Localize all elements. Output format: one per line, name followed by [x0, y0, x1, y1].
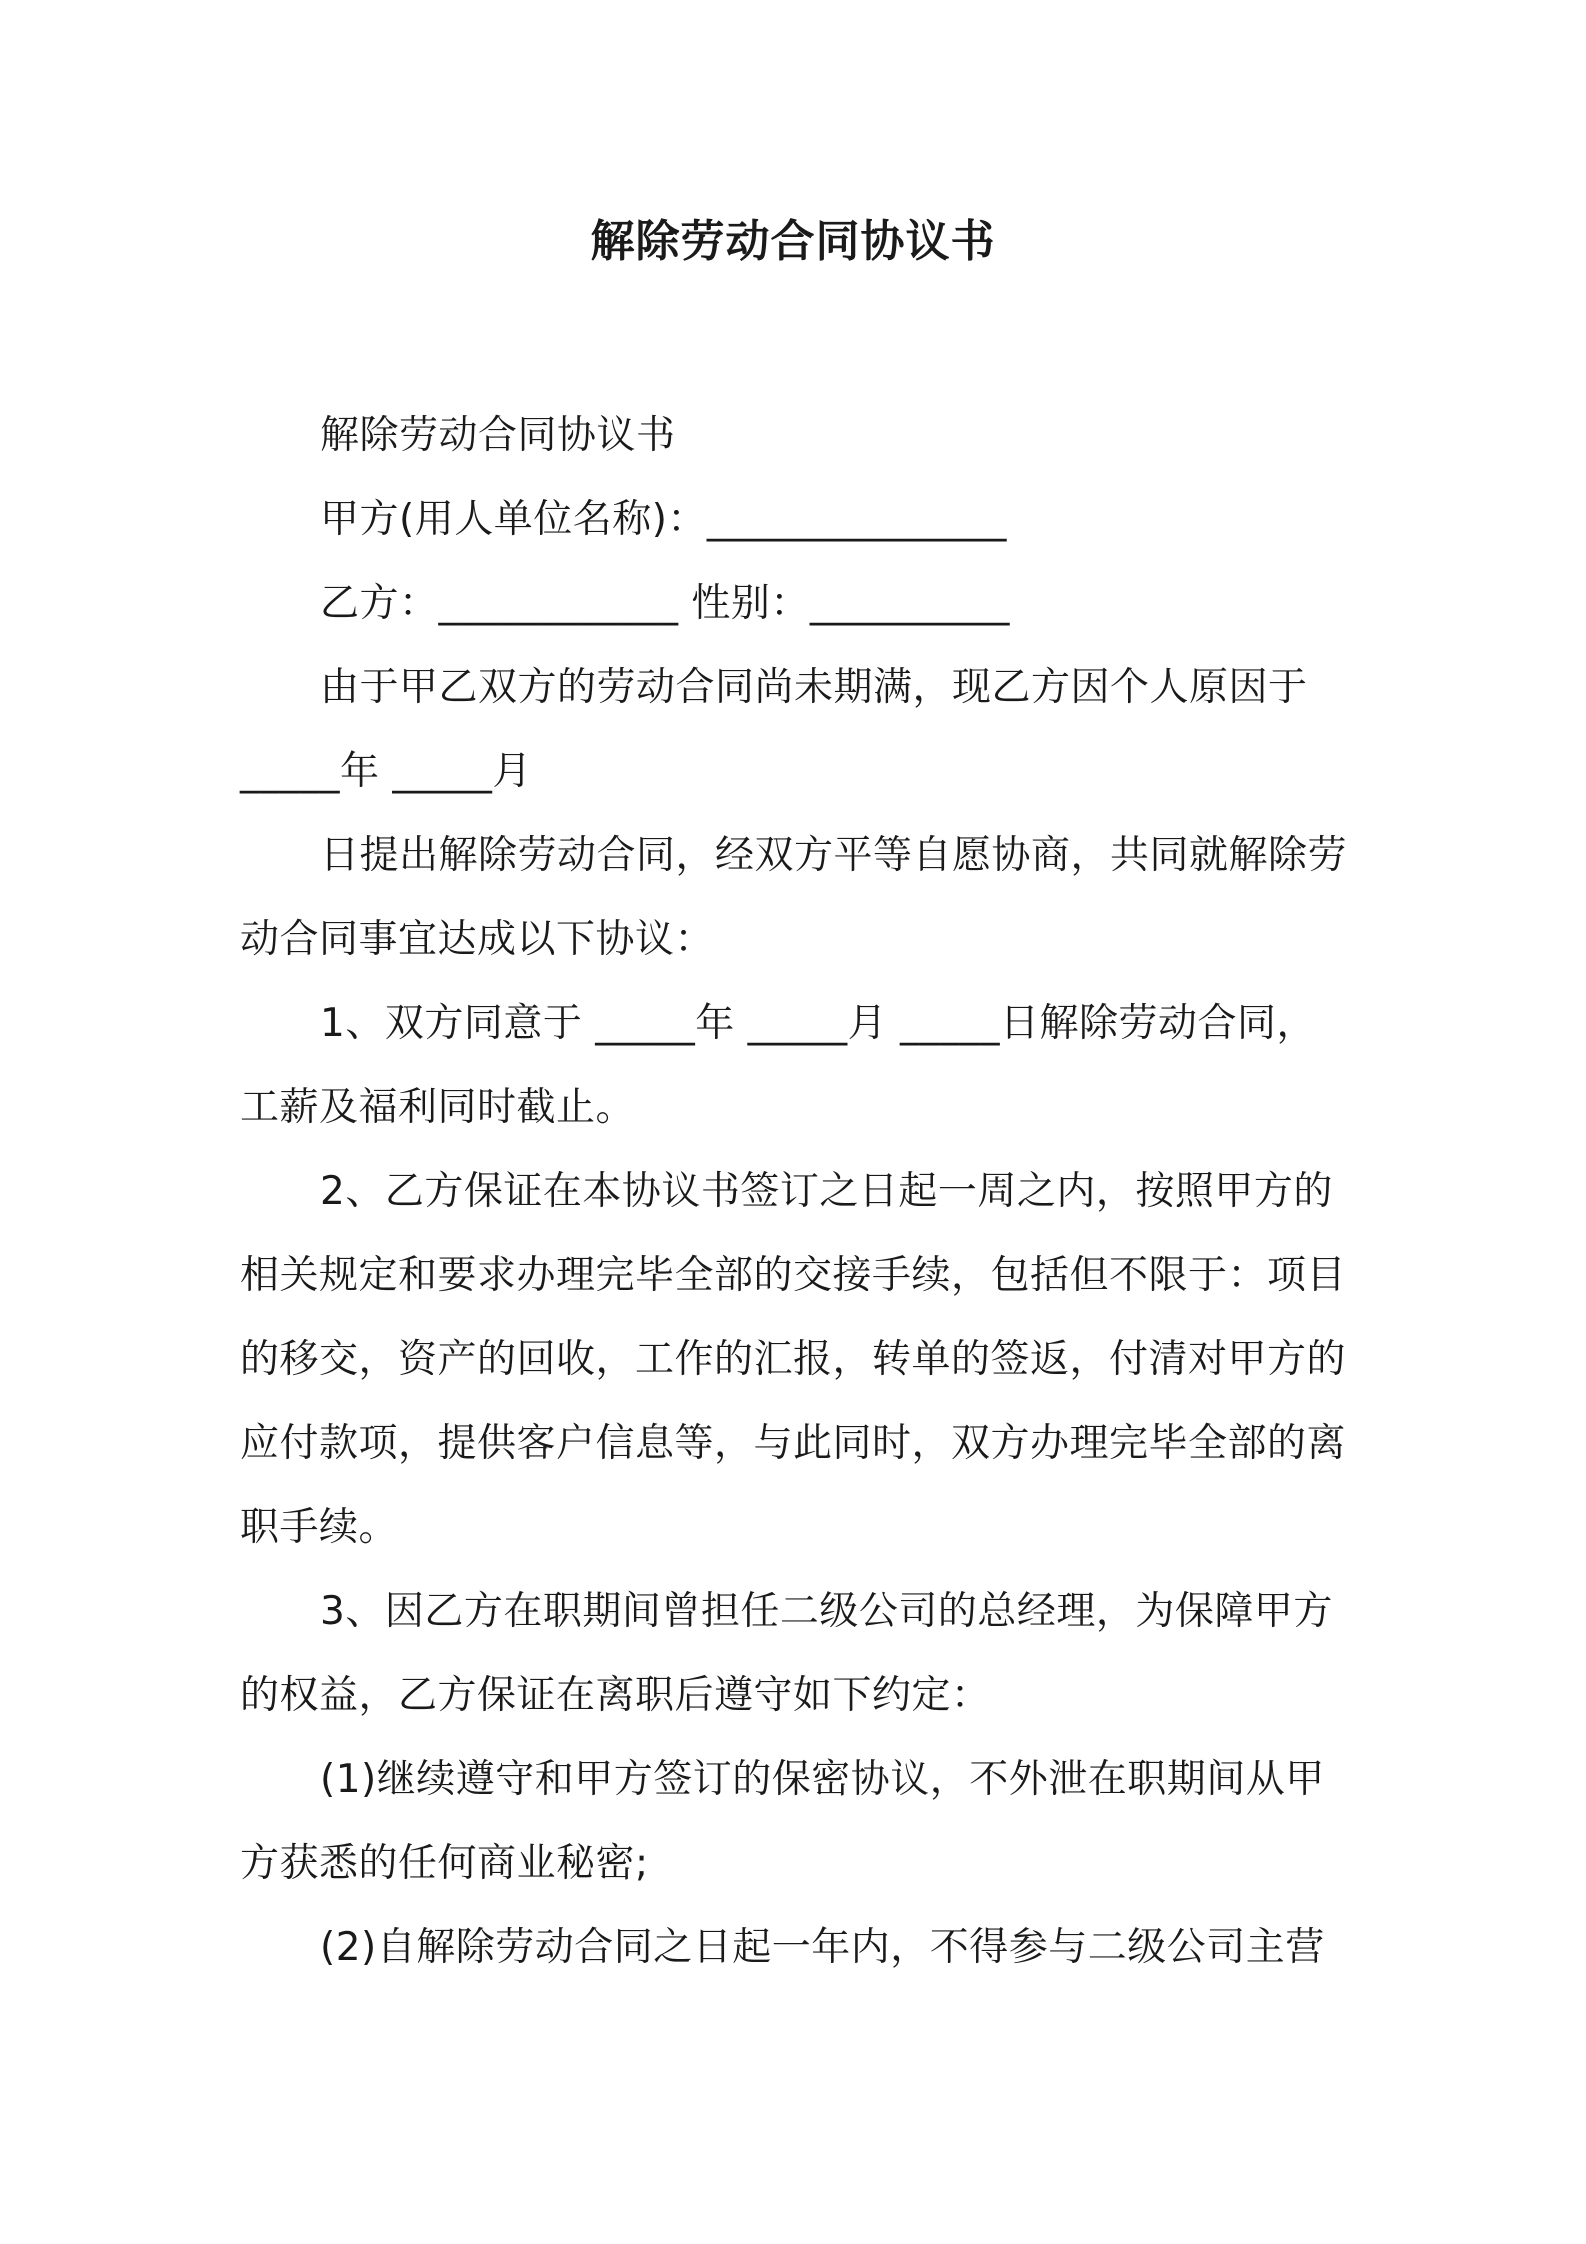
clause-1-line: 工薪及福利同时截止。 — [240, 1085, 636, 1130]
paragraph-line: 日提出解除劳动合同，经双方平等自愿协商，共同就解除劳 — [320, 833, 1348, 878]
clause-2-line: 2、乙方保证在本协议书签订之日起一周之内，按照甲方的 — [320, 1169, 1333, 1214]
clause-2-line: 应付款项，提供客户信息等，与此同时，双方办理完毕全部的离 — [240, 1421, 1347, 1466]
party-a-line: 甲方(用人单位名称)：_______________ — [320, 497, 1007, 542]
paragraph-line: 由于甲乙双方的劳动合同尚未期满，现乙方因个人原因于 — [320, 665, 1308, 710]
subclause-2-line: (2)自解除劳动合同之日起一年内，不得参与二级公司主营 — [320, 1925, 1325, 1970]
subclause-1-line: 方获悉的任何商业秘密; — [240, 1841, 649, 1886]
document-title: 解除劳动合同协议书 — [590, 216, 996, 267]
subtitle-line: 解除劳动合同协议书 — [320, 413, 676, 458]
party-b-line: 乙方：____________ 性别：__________ — [320, 581, 1010, 626]
clause-2-line: 职手续。 — [240, 1505, 399, 1550]
clause-3-line: 的权益，乙方保证在离职后遵守如下约定： — [240, 1673, 991, 1718]
clause-3-line: 3、因乙方在职期间曾担任二级公司的总经理，为保障甲方 — [320, 1589, 1333, 1634]
paragraph-line: 动合同事宜达成以下协议： — [240, 917, 715, 962]
clause-1-line: 1、双方同意于 _____年 _____月 _____日解除劳动合同， — [320, 1001, 1317, 1046]
subclause-1-line: (1)继续遵守和甲方签订的保密协议，不外泄在职期间从甲 — [320, 1757, 1325, 1802]
clause-2-line: 的移交，资产的回收，工作的汇报，转单的签返，付清对甲方的 — [240, 1337, 1347, 1382]
clause-2-line: 相关规定和要求办理完毕全部的交接手续，包括但不限于：项目 — [240, 1253, 1347, 1298]
paragraph-line: _____年 _____月 — [240, 749, 532, 794]
